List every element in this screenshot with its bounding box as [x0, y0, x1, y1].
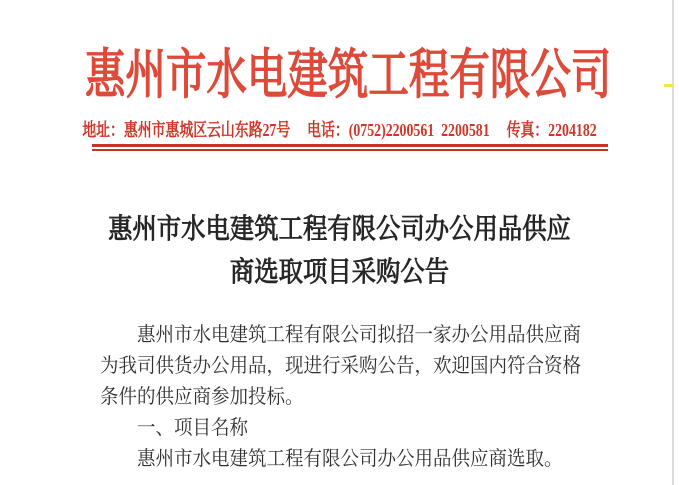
scan-highlight-artifact [664, 84, 673, 87]
paragraph-line: 惠州市水电建筑工程有限公司拟招一家办公用品供应商 [137, 324, 581, 346]
contact-address: 地址：惠州市惠城区云山东路27号 [82, 120, 291, 140]
section-heading: 一、项目名称 [137, 417, 248, 439]
contact-fax: 传真：2204182 [506, 120, 597, 140]
announcement-title [0, 208, 679, 294]
paragraph-line: 条件的供应商参加投标。 [100, 386, 304, 408]
letterhead-divider [92, 144, 608, 151]
company-name: 惠州市水电建筑工程有限公司 [84, 45, 612, 105]
letterhead [0, 46, 679, 151]
announcement-text [100, 320, 600, 475]
announcement-title-line-2: 商选取项目采购公告 [229, 257, 450, 288]
contact-phone: 电话：(0752)2200561 2200581 [307, 120, 490, 140]
scan-edge-artifact [672, 0, 674, 485]
section-text: 惠州市水电建筑工程有限公司办公用品供应商选取。 [137, 448, 563, 470]
intro-paragraph [100, 320, 600, 413]
paragraph-line: 为我司供货办公用品，现进行采购公告，欢迎国内符合资格 [100, 355, 581, 377]
announcement-body [0, 208, 679, 475]
contact-info-line [78, 120, 601, 140]
announcement-title-line-1: 惠州市水电建筑工程有限公司办公用品供应 [108, 214, 571, 245]
